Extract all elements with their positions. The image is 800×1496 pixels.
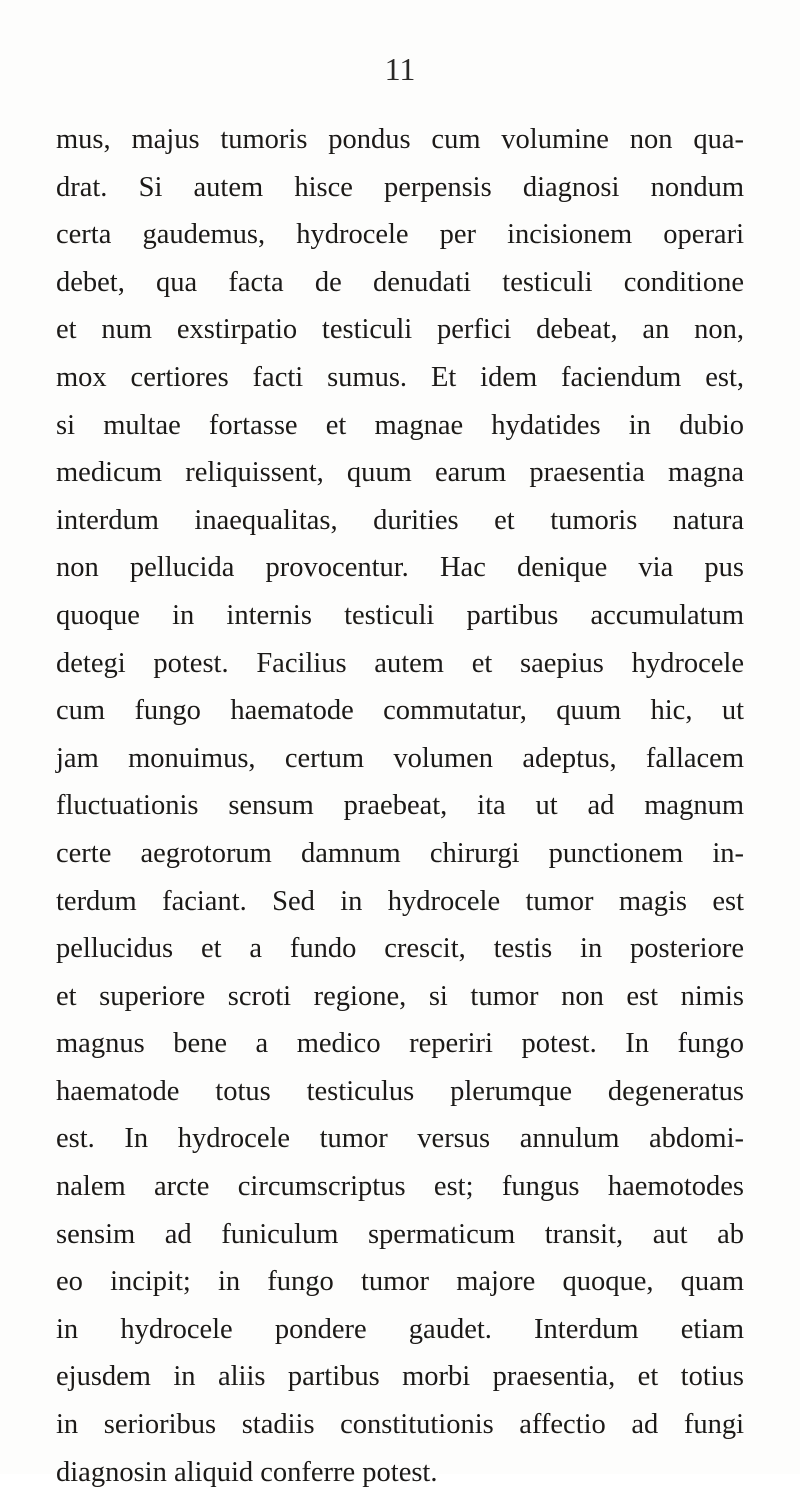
text-line: nalem arcte circumscriptus est; fungus haemotodes [56,1171,744,1203]
text-line: interdum inaequalitas, durities et tumoris natura [56,504,744,536]
text-line: est. In hydrocele tumor versus annulum abdomi- [56,1123,744,1155]
body-text [56,116,744,1496]
text-line: diagnosin aliquid conferre potest. [56,1456,438,1488]
text-line: et superiore scroti regione, si tumor non est nimis [56,980,744,1012]
text-line: cum fungo haematode commutatur, quum hic, ut [56,695,744,727]
text-line: pellucidus et a fundo crescit, testis in posteriore [56,933,744,965]
text-line: in hydrocele pondere gaudet. Interdum etiam [56,1313,744,1345]
text-line: ejusdem in aliis partibus morbi praesentia, et totius [56,1361,744,1393]
text-line: terdum faciant. Sed in hydrocele tumor magis est [56,885,744,917]
page-number: 11 [384,51,416,87]
text-line: in serioribus stadiis constitutionis affectio ad fungi [56,1409,744,1441]
text-line: debet, qua facta de denudati testiculi conditione [56,266,744,298]
text-line: fluctuationis sensum praebeat, ita ut ad magnum [56,790,744,822]
text-line: non pellucida provocentur. Hac denique via pus [56,552,744,584]
text-line: haematode totus testiculus plerumque degeneratus [56,1075,744,1107]
text-line: si multae fortasse et magnae hydatides in dubio [56,409,744,441]
text-line: eo incipit; in fungo tumor majore quoque, quam [56,1266,744,1298]
text-line: sensim ad funiculum spermaticum transit, aut ab [56,1218,744,1250]
text-line: certe aegrotorum damnum chirurgi punctionem in- [56,837,744,869]
text-line: certa gaudemus, hydrocele per incisionem operari [56,219,744,251]
text-line: detegi potest. Facilius autem et saepius hydrocele [56,647,744,679]
text-line: quoque in internis testiculi partibus accumulatum [56,599,744,631]
text-line: drat. Si autem hisce perpensis diagnosi nondum [56,171,744,203]
text-line: medicum reliquissent, quum earum praesentia magna [56,457,744,489]
text-line: mox certiores facti sumus. Et idem faciendum est, [56,361,744,393]
text-line: jam monuimus, certum volumen adeptus, fallacem [56,742,744,774]
text-line: et num exstirpatio testiculi perfici debeat, an non, [56,314,744,346]
text-line: mus, majus tumoris pondus cum volumine non qua- [56,124,744,155]
text-line: magnus bene a medico reperiri potest. In fungo [56,1028,744,1060]
